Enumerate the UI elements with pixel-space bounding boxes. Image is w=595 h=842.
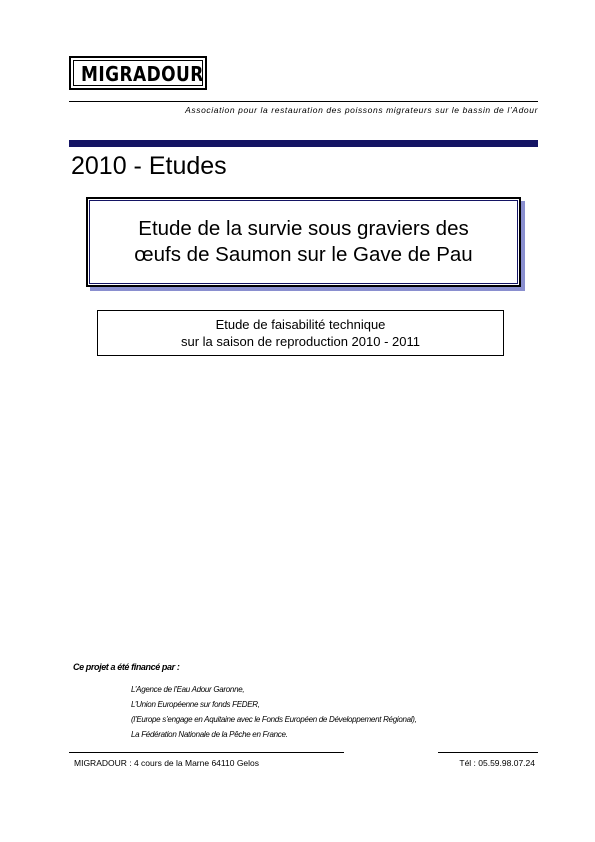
footer-phone: Tél : 05.59.98.07.24	[459, 758, 535, 768]
funders-list	[131, 682, 417, 742]
header-divider	[69, 101, 538, 102]
funder-item: L’Union Européenne sur fonds FEDER,	[131, 700, 260, 709]
subtitle-line-2: sur la saison de reproduction 2010 - 2011	[181, 334, 420, 349]
page-title: 2010 - Etudes	[71, 152, 227, 180]
subtitle-box	[97, 310, 504, 356]
logo-text: MIGRADOUR	[81, 62, 204, 86]
funder-item: L’Agence de l’Eau Adour Garonne,	[131, 685, 245, 694]
subtitle-line-1: Etude de faisabilité technique	[215, 317, 386, 332]
study-title-line-1: Etude de la survie sous graviers des	[138, 217, 469, 240]
footer-divider-left	[69, 752, 344, 753]
funder-item: (l’Europe s’engage en Aquitaine avec le Fonds Européen de Développement Régional),	[131, 715, 417, 724]
footer-divider-right	[438, 752, 538, 753]
association-tagline: Association pour la restauration des poissons migrateurs sur le bassin de l’Adour	[185, 105, 538, 115]
study-title	[99, 216, 509, 268]
study-title-line-2: œufs de Saumon sur le Gave de Pau	[134, 243, 473, 266]
footer-address: MIGRADOUR : 4 cours de la Marne 64110 Gelos	[74, 758, 260, 768]
funder-item: La Fédération Nationale de la Pêche en France.	[131, 730, 288, 739]
study-title-box	[86, 197, 521, 287]
title-accent-bar	[69, 140, 538, 147]
funding-intro: Ce projet a été financé par :	[73, 662, 180, 672]
migradour-logo	[69, 56, 207, 90]
